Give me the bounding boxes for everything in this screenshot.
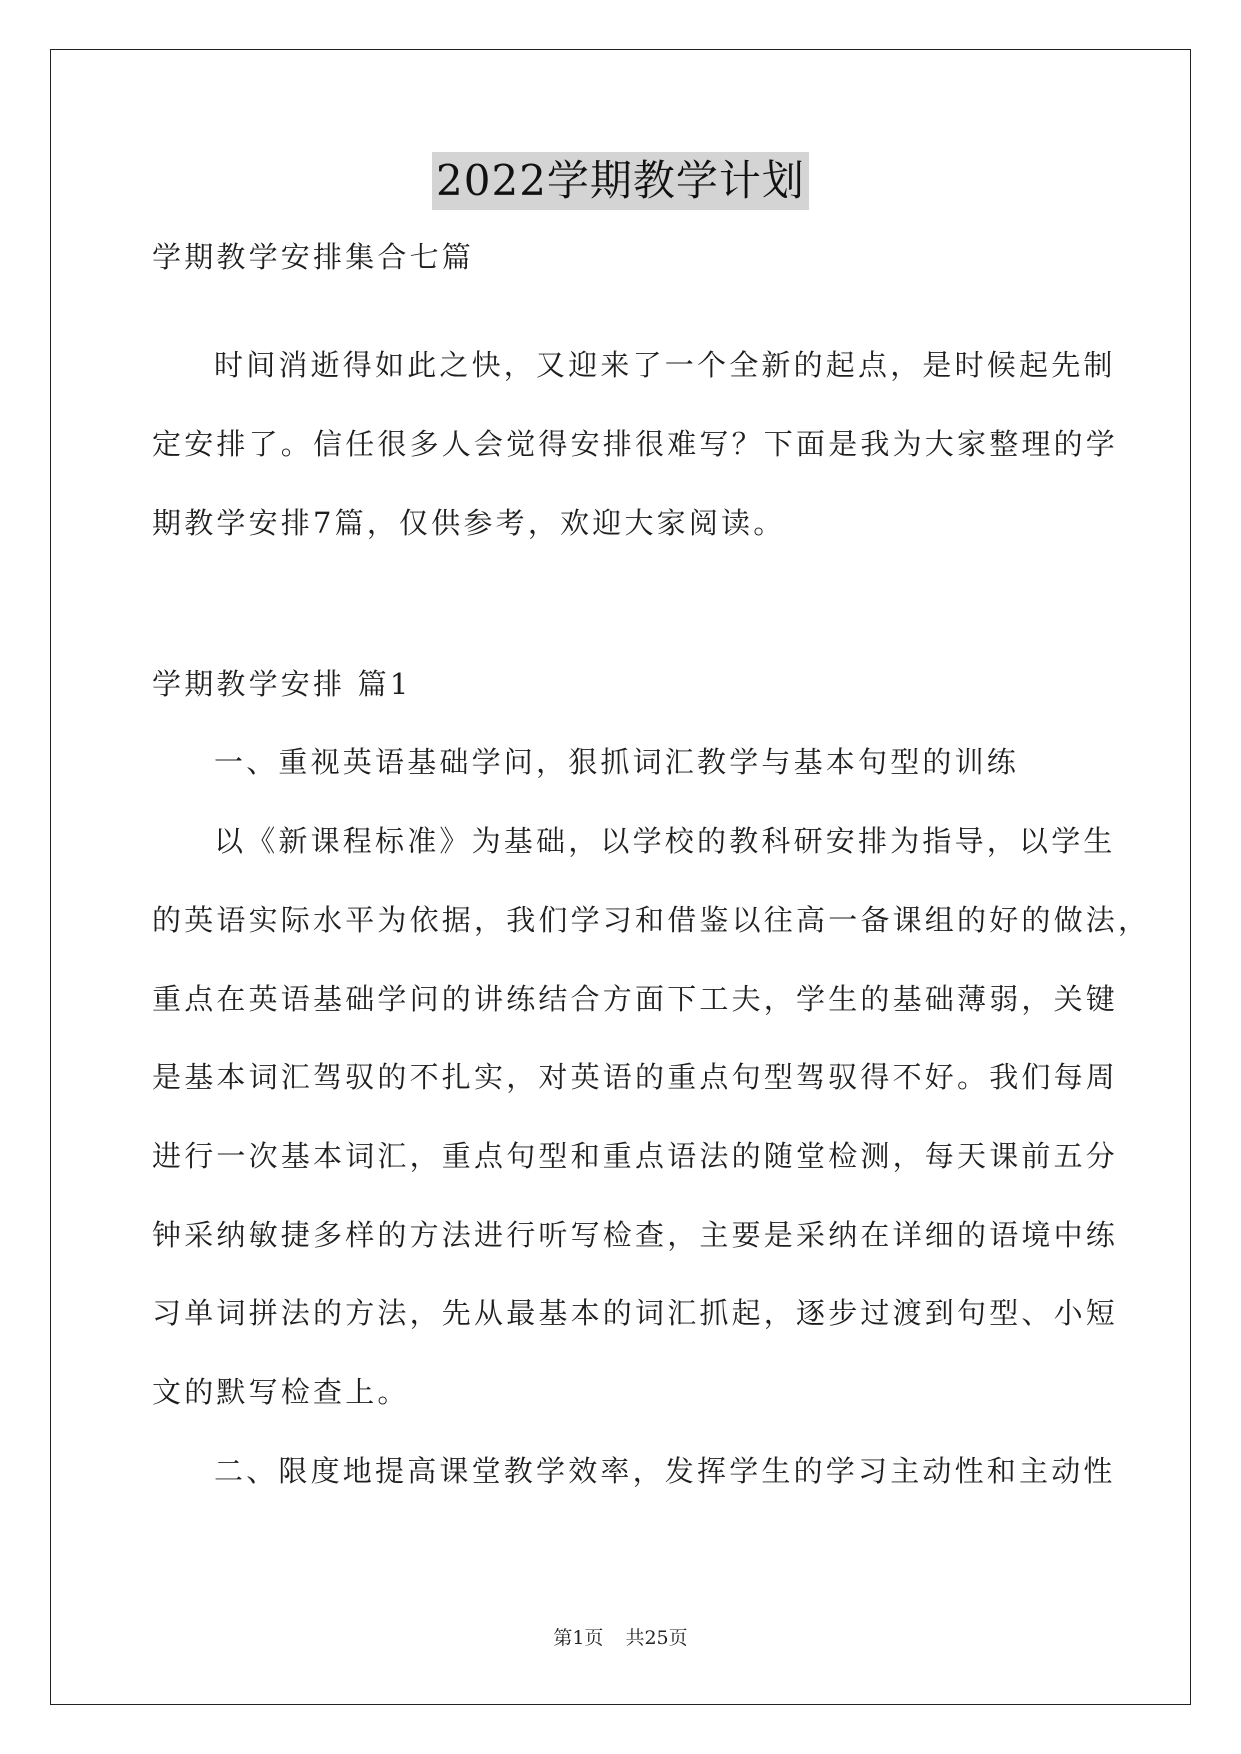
point1-heading: 一、重视英语基础学问，狠抓词汇教学与基本句型的训练	[214, 745, 1020, 779]
point1-line-6: 钟采纳敏捷多样的方法进行听写检查，主要是采纳在详细的语境中练	[152, 1218, 1119, 1252]
title-container	[0, 152, 1241, 210]
document-title: 2022学期教学计划	[432, 152, 809, 210]
point1-line-5: 进行一次基本词汇，重点句型和重点语法的随堂检测，每天课前五分	[152, 1139, 1119, 1173]
page-number: 第1页	[553, 1627, 604, 1649]
intro-line-2: 定安排了。信任很多人会觉得安排很难写？下面是我为大家整理的学	[152, 427, 1119, 461]
point1-line-3: 重点在英语基础学问的讲练结合方面下工夫，学生的基础薄弱，关键	[152, 982, 1119, 1016]
section-heading: 学期教学安排 篇1	[152, 667, 412, 701]
page-total: 共25页	[625, 1627, 688, 1649]
point1-line-4: 是基本词汇驾驭的不扎实，对英语的重点句型驾驭得不好。我们每周	[152, 1060, 1119, 1094]
intro-line-1: 时间消逝得如此之快，又迎来了一个全新的起点，是时候起先制	[214, 348, 1116, 382]
intro-line-3: 期教学安排7篇，仅供参考，欢迎大家阅读。	[152, 506, 786, 540]
point1-line-7: 习单词拼法的方法，先从最基本的词汇抓起，逐步过渡到句型、小短	[152, 1296, 1119, 1330]
point2-heading: 二、限度地提高课堂教学效率，发挥学生的学习主动性和主动性	[214, 1454, 1116, 1488]
point1-line-2: 的英语实际水平为依据，我们学习和借鉴以往高一备课组的好的做法，	[152, 903, 1151, 937]
point1-line-1: 以《新课程标准》为基础，以学校的教科研安排为指导，以学生	[214, 824, 1116, 858]
document-subtitle: 学期教学安排集合七篇	[152, 240, 475, 274]
page-footer	[0, 1626, 1241, 1650]
point1-line-8: 文的默写检查上。	[152, 1375, 410, 1409]
